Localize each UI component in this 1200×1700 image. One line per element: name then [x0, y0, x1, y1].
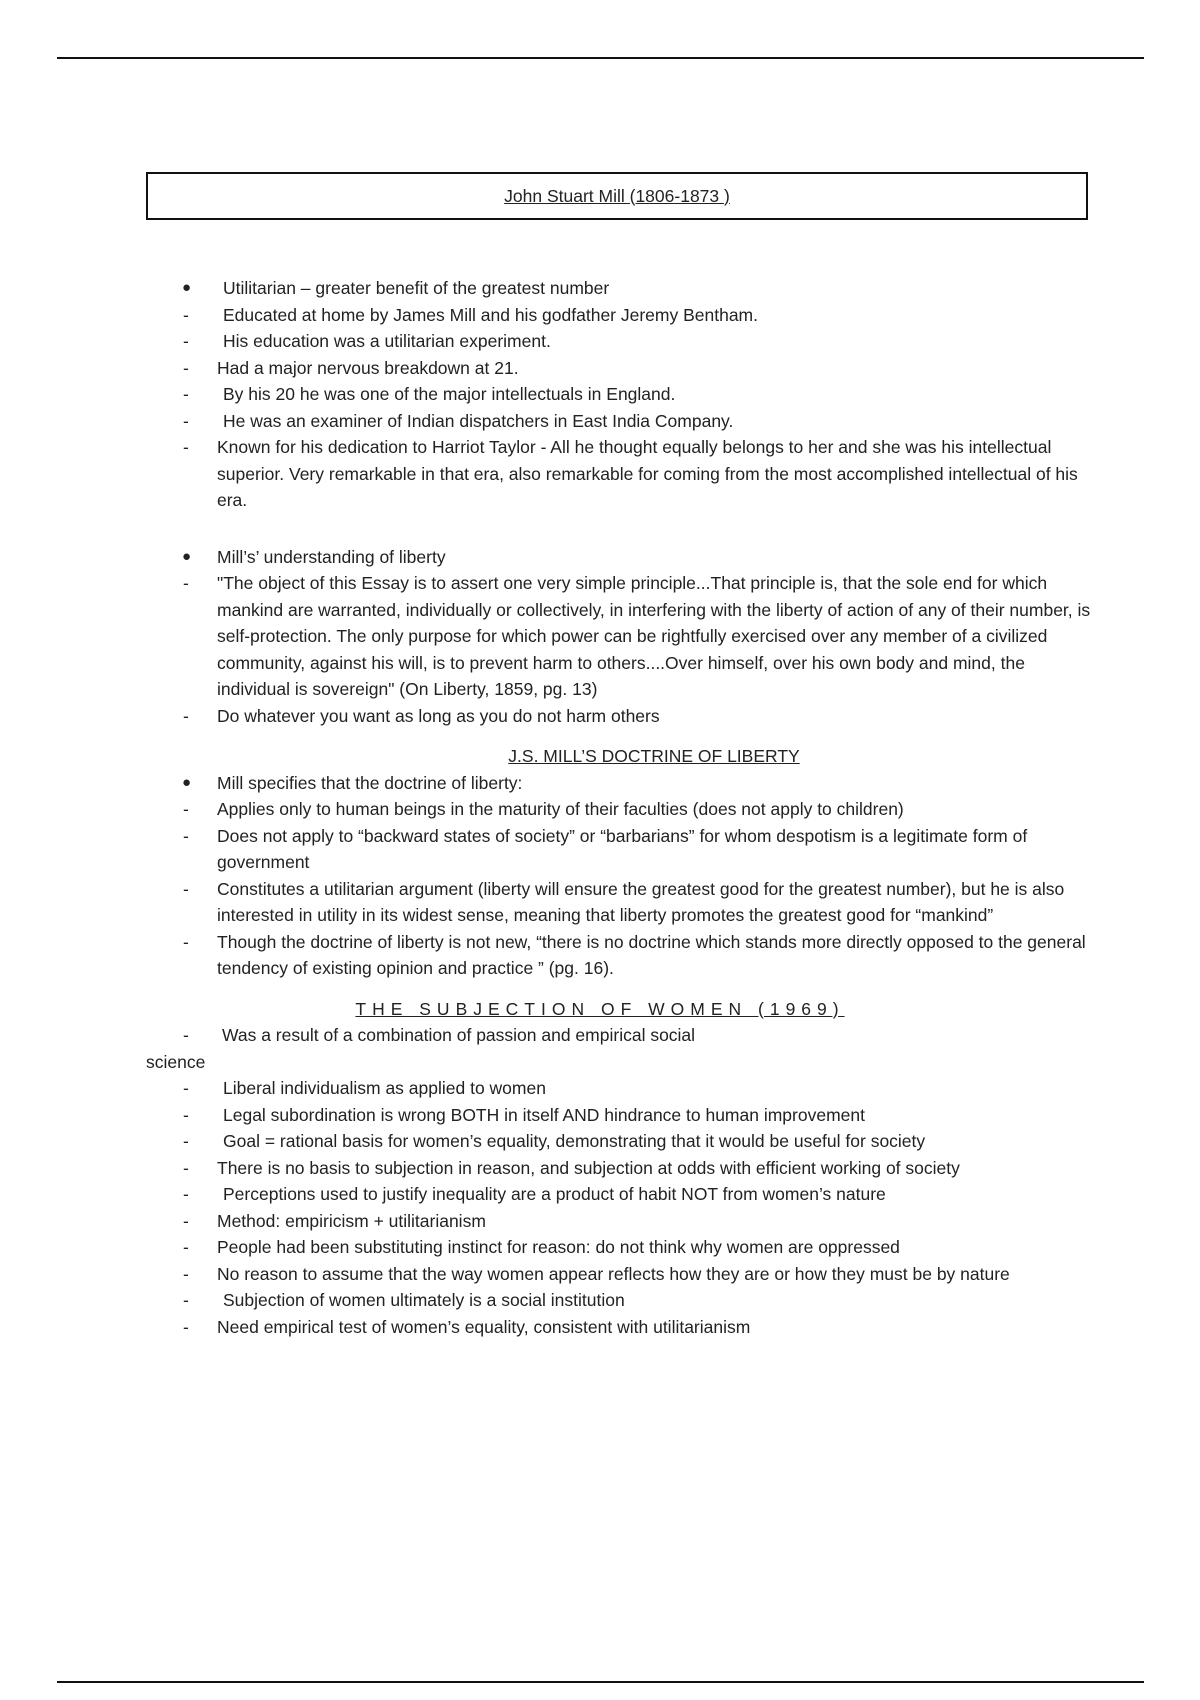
list-item-text: Known for his dedication to Harriot Taylor - All he thought equally belongs to her and she was his intellectual superior. Very remarkable in that era, also remarkable for coming from the most accomplished intellectual of his era.: [217, 437, 1078, 510]
list-item-text: Though the doctrine of liberty is not new, “there is no doctrine which stands more directly opposed to the general tendency of existing opinion and practice ” (pg. 16).: [217, 931, 1086, 978]
list-item-text: There is no basis to subjection in reason, and subjection at odds with efficient working of society: [217, 1157, 960, 1178]
list-item-text: Legal subordination is wrong BOTH in itself AND hindrance to human improvement: [223, 1104, 865, 1125]
dash-icon: -: [183, 1157, 189, 1178]
list-item: [0, 1261, 1200, 1288]
list-item: [0, 929, 1200, 982]
list-item-text: Perceptions used to justify inequality are a product of habit NOT from women’s nature: [223, 1184, 886, 1204]
list-item: [0, 1208, 1200, 1235]
bullet-icon: ●: [182, 547, 192, 565]
bullet-icon: ●: [182, 773, 192, 791]
list-item: [0, 1022, 1200, 1075]
bullet-item: [0, 544, 1200, 571]
list-item-text: His education was a utilitarian experiment.: [223, 331, 551, 351]
bullet-text: Mill’s’ understanding of liberty: [217, 546, 446, 567]
bullet-text: Mill specifies that the doctrine of liberty:: [217, 772, 523, 793]
dash-icon: -: [183, 1237, 189, 1257]
bullet-item: [0, 770, 1200, 797]
list-item: [0, 302, 1200, 329]
notes-body: [0, 275, 1200, 1340]
list-item-text: Do whatever you want as long as you do not harm others: [217, 705, 660, 726]
list-item: [0, 823, 1200, 876]
dash-icon: -: [183, 384, 189, 404]
list-item: [0, 570, 1200, 703]
list-item: [0, 703, 1200, 730]
section-heading-subjection: THE SUBJECTION OF WOMEN (1969): [355, 998, 845, 1019]
list-item-text-continued: science: [146, 1051, 206, 1072]
title-box: [146, 172, 1088, 220]
top-rule: [57, 57, 1144, 59]
dash-icon: -: [183, 931, 189, 952]
list-item: [0, 408, 1200, 435]
list-item-text: Subjection of women ultimately is a social institution: [223, 1290, 625, 1310]
list-item: [0, 1234, 1200, 1261]
dash-icon: -: [183, 705, 189, 726]
dash-icon: -: [183, 1210, 189, 1231]
dash-icon: -: [183, 1184, 189, 1204]
list-item: [0, 381, 1200, 408]
list-item-text: Method: empiricism + utilitarianism: [217, 1210, 486, 1231]
page-title: John Stuart Mill (1806-1873 ): [504, 185, 730, 206]
bottom-rule: [57, 1681, 1144, 1683]
dash-icon: -: [183, 573, 189, 593]
list-item-text: Was a result of a combination of passion and empirical social: [222, 1025, 696, 1045]
dash-icon: -: [183, 357, 189, 378]
list-item: [0, 328, 1200, 355]
dash-icon: -: [183, 1290, 189, 1310]
dash-icon: -: [183, 825, 189, 846]
list-item: [0, 355, 1200, 382]
list-item: [0, 1075, 1200, 1102]
bullet-item: [0, 275, 1200, 302]
list-item-text: People had been substituting instinct for reason: do not think why women are oppressed: [217, 1237, 900, 1257]
list-item: [0, 796, 1200, 823]
list-item: [0, 1102, 1200, 1129]
dash-icon: -: [183, 1104, 189, 1125]
dash-icon: -: [183, 878, 189, 899]
list-item-text: Constitutes a utilitarian argument (liberty will ensure the greatest good for the greatest number), but he is also interested in utility in its widest sense, meaning that liberty promotes the greatest good for “mankind”: [217, 878, 1065, 925]
bullet-icon: ●: [182, 279, 192, 296]
list-item: [0, 1314, 1200, 1341]
list-item: [0, 876, 1200, 929]
list-item-text: Goal = rational basis for women’s equality, demonstrating that it would be useful for society: [223, 1131, 926, 1151]
dash-icon: -: [183, 331, 189, 351]
list-item-text: Applies only to human beings in the maturity of their faculties (does not apply to children): [217, 799, 904, 819]
dash-icon: -: [183, 1263, 189, 1284]
list-item-text: No reason to assume that the way women appear reflects how they are or how they must be by nature: [217, 1263, 1010, 1284]
dash-icon: -: [183, 304, 189, 325]
list-item: [0, 434, 1200, 514]
list-item: [0, 1287, 1200, 1314]
list-item: [0, 1181, 1200, 1208]
dash-icon: -: [183, 1131, 189, 1151]
dash-icon: -: [183, 1025, 189, 1045]
list-item-text: Need empirical test of women’s equality, consistent with utilitarianism: [217, 1316, 751, 1337]
bullet-text: Utilitarian – greater benefit of the greatest number: [223, 278, 610, 298]
list-item: [0, 1155, 1200, 1182]
list-item: [0, 1128, 1200, 1155]
dash-icon: -: [183, 799, 189, 819]
list-item-text: Does not apply to “backward states of society” or “barbarians” for whom despotism is a legitimate form of government: [217, 825, 1028, 872]
dash-icon: -: [183, 1078, 189, 1098]
dash-icon: -: [183, 1316, 189, 1337]
list-item-text: Liberal individualism as applied to women: [223, 1078, 546, 1098]
list-item-text: Educated at home by James Mill and his godfather Jeremy Bentham.: [223, 304, 758, 325]
section-heading-doctrine: J.S. MILL’S DOCTRINE OF LIBERTY: [508, 746, 800, 766]
list-item-text: By his 20 he was one of the major intellectuals in England.: [223, 384, 676, 404]
dash-icon: -: [183, 410, 189, 431]
quote-text: "The object of this Essay is to assert one very simple principle...That principle is, that the sole end for which mankind are warranted, individually or collectively, in interfering with the liberty of action of any of their number, is self-protection. The only purpose for which power can be rightfully exercised over any member of a civilized community, against his will, is to prevent harm to others....Over himself, over his own body and mind, the individual is sovereign" (On Liberty, 1859, pg. 13): [217, 573, 1091, 699]
dash-icon: -: [183, 437, 189, 457]
list-item-text: Had a major nervous breakdown at 21.: [217, 357, 519, 378]
list-item-text: He was an examiner of Indian dispatchers in East India Company.: [223, 410, 734, 431]
